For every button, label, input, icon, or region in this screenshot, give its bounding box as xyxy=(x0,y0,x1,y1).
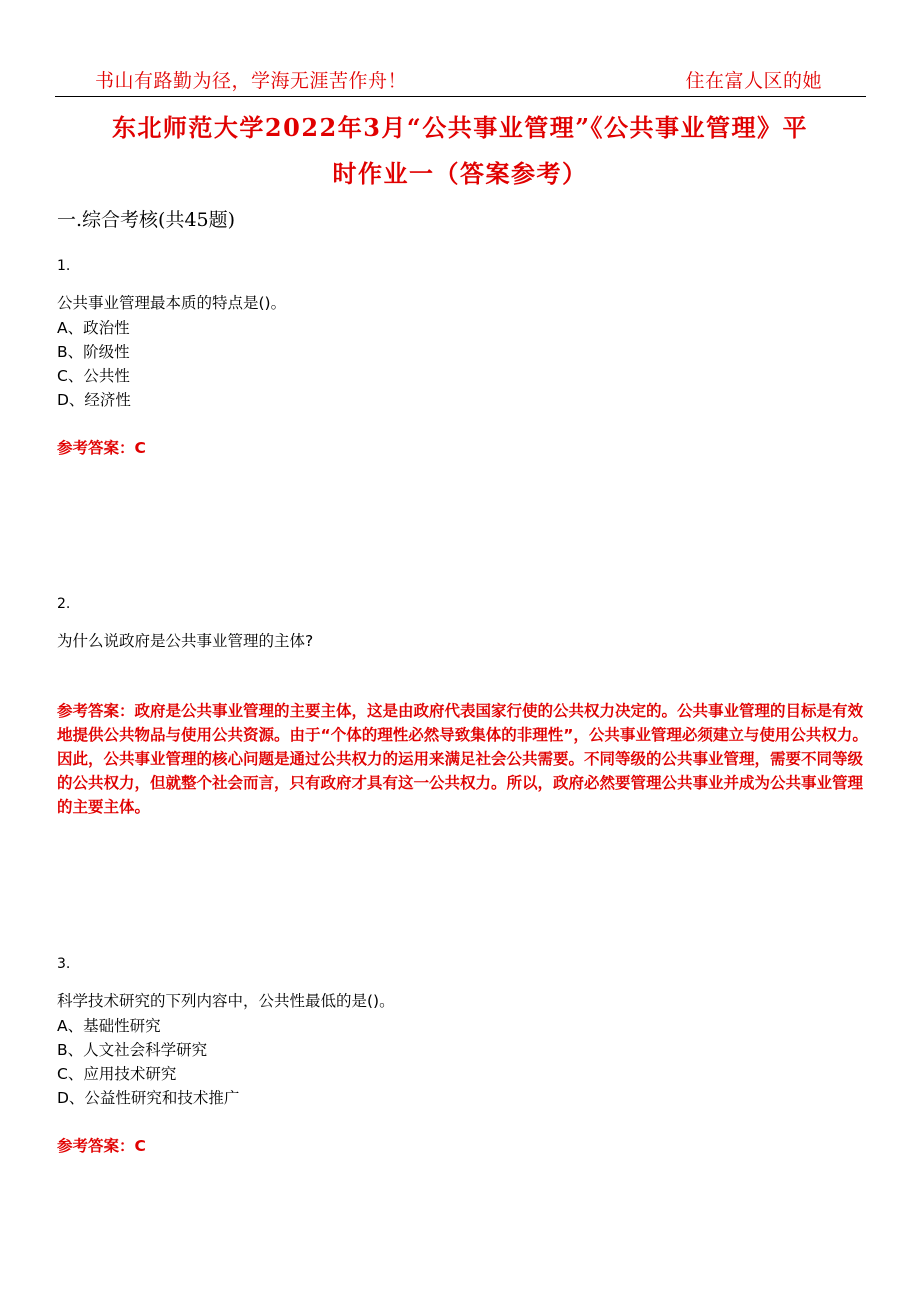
option-d: D、经济性 xyxy=(57,391,131,409)
question-stem: 科学技术研究的下列内容中，公共性最低的是()。 xyxy=(57,992,395,1010)
option-b: B、人文社会科学研究 xyxy=(57,1041,208,1059)
option-b: B、阶级性 xyxy=(57,343,130,361)
reference-answer: 参考答案：C xyxy=(57,439,146,457)
question-number: 1. xyxy=(57,258,71,274)
question-number: 3. xyxy=(57,956,71,972)
option-d: D、公益性研究和技术推广 xyxy=(57,1089,240,1107)
reference-answer: 参考答案：政府是公共事业管理的主要主体，这是由政府代表国家行使的公共权力决定的。公共事业管理的目标是有效地提供公共物品与使用公共资源。由于“个体的理性必然导致集体的非理性”，公共事业管理必须建立与使用公共权力。因此，公共事业管理的核心问题是通过公共权力的运用来满足社会公共需要。不同等级的公共事业管理，需要不同等级的公共权力，但就整个社会而言，只有政府才具有这一公共权力。所以，政府必然要管理公共事业并成为公共事业管理的主要主体。 xyxy=(57,702,868,816)
header-motto: 书山有路勤为径，学海无涯苦作舟！ xyxy=(95,70,408,92)
section-heading: 一.综合考核(共45题) xyxy=(57,209,236,231)
question-stem: 为什么说政府是公共事业管理的主体? xyxy=(57,632,314,650)
option-c: C、应用技术研究 xyxy=(57,1065,177,1083)
page-header xyxy=(55,66,866,97)
header-author: 住在富人区的她 xyxy=(685,70,822,92)
reference-answer: 参考答案：C xyxy=(57,1137,146,1155)
option-a: A、基础性研究 xyxy=(57,1017,161,1035)
question-stem: 公共事业管理最本质的特点是()。 xyxy=(57,294,287,312)
document-title-line-2: 时作业一（答案参考） xyxy=(332,159,588,188)
question-number: 2. xyxy=(57,596,71,612)
document-title-line-1: 东北师范大学2022年3月“公共事业管理”《公共事业管理》平 xyxy=(111,113,809,142)
option-c: C、公共性 xyxy=(57,367,130,385)
option-a: A、政治性 xyxy=(57,319,130,337)
